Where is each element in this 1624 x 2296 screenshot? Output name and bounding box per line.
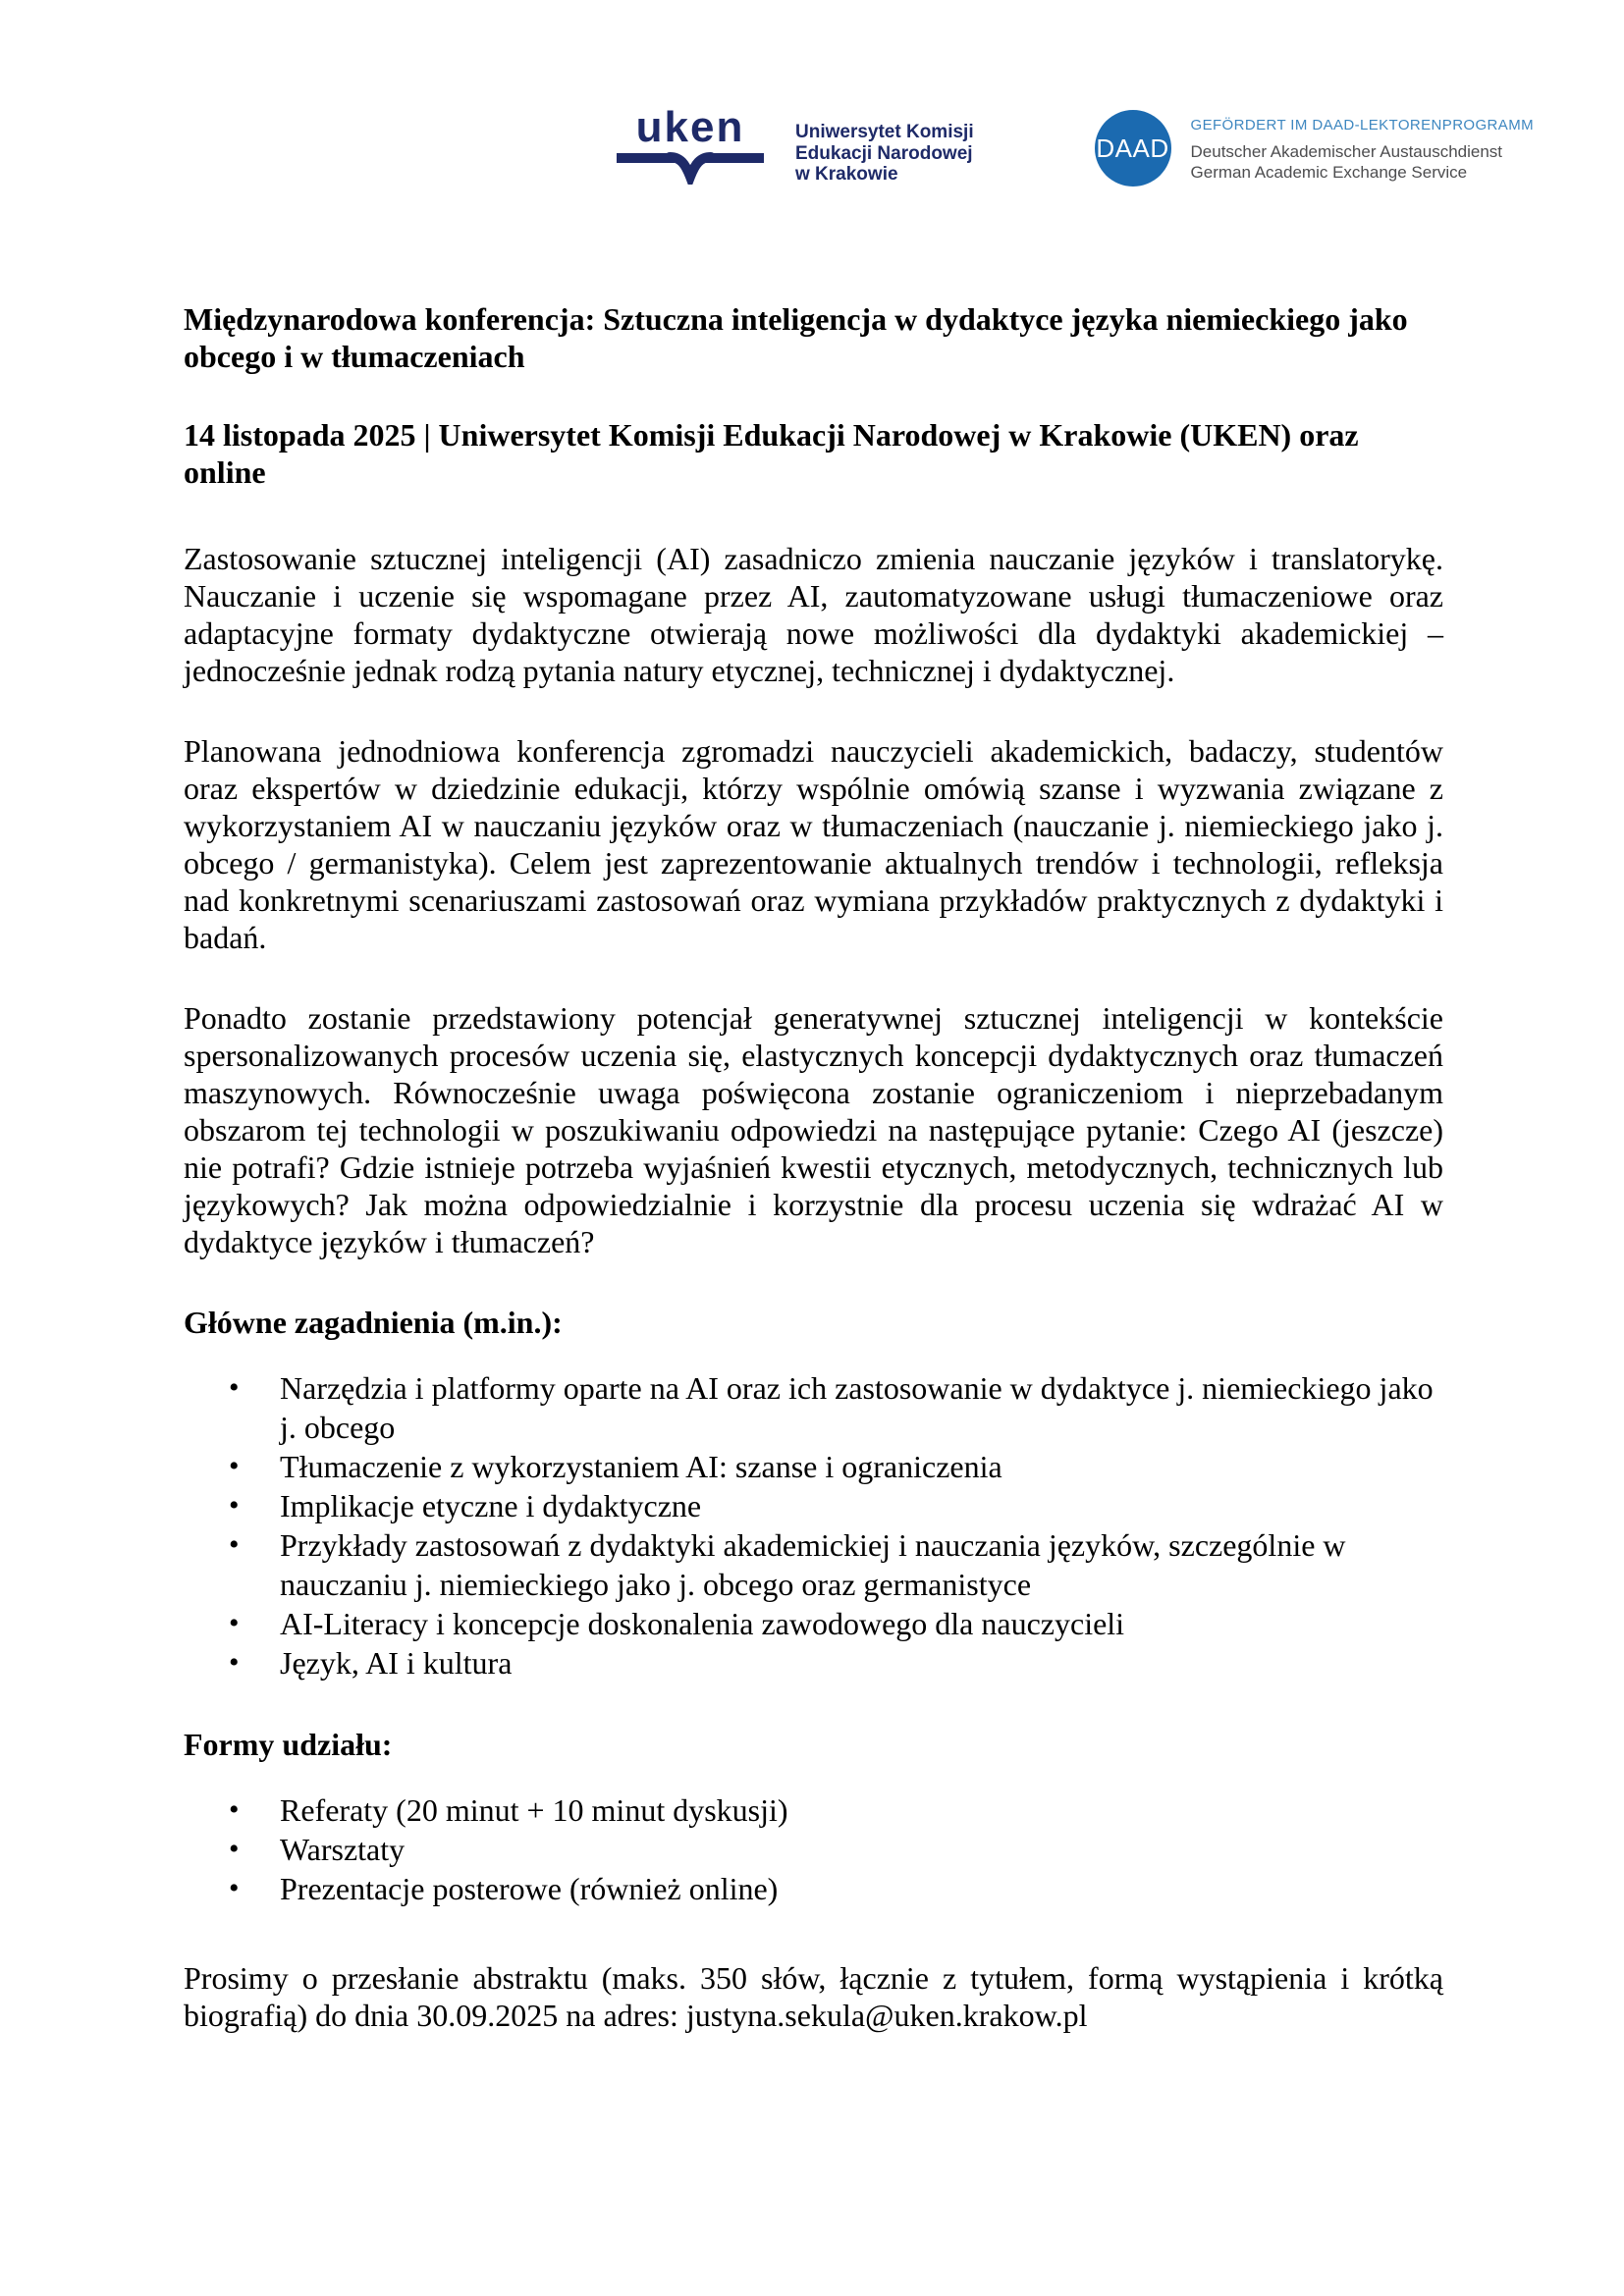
daad-tagline: GEFÖRDERT IM DAAD-LEKTORENPROGRAMM xyxy=(1190,117,1534,133)
daad-text-block xyxy=(1191,110,1534,187)
daad-circle-icon: DAAD xyxy=(1095,110,1171,187)
logo-header xyxy=(617,103,1534,187)
generative-ai-paragraph: Ponadto zostanie przedstawiony potencjał generatywnej sztucznej inteligencji w kontekście spersonalizowanych procesów uczenia się, elastycznych koncepcji dydaktycznych oraz tłumaczeń maszynowych. Równocześnie uwaga poświęcona zostanie ograniczeniom i nieprzebadanym obszarom tej technologii w poszukiwaniu odpowiedzi na następujące pytanie: Czego AI (jeszcze) nie potrafi? Gdzie istnieje potrzeba wyjaśnień kwestii etycznych, metodycznych, technicznych lub językowych? Jak można odpowiedzialnie i korzystnie dla procesu uczenia się wdrażać AI w dydaktyce języków i tłumaczeń? xyxy=(184,1000,1443,1259)
topics-list xyxy=(184,1368,1443,1682)
uken-org-line-3: w Krakowie xyxy=(795,164,898,185)
participation-forms-heading: Formy udziału: xyxy=(184,1727,393,1762)
list-item: • Warsztaty xyxy=(280,1830,1443,1869)
participation-forms-list xyxy=(184,1790,1443,1908)
uken-logo xyxy=(617,103,974,186)
daad-names xyxy=(1191,141,1534,183)
daad-logo xyxy=(1095,110,1534,187)
abstract-submission-paragraph: Prosimy o przesłanie abstraktu (maks. 350 słów, łącznie z tytułem, formą wystąpienia i krótką biografią) do dnia 30.09.2025 na adres: justyna.sekula@uken.krakow.pl xyxy=(184,1960,1443,2033)
daad-name-english: German Academic Exchange Service xyxy=(1190,163,1468,182)
topics-heading: Główne zagadnienia (m.in.): xyxy=(184,1305,563,1340)
document-body xyxy=(184,300,1443,2034)
conference-title: Międzynarodowa konferencja: Sztuczna inteligencja w dydaktyce języka niemieckiego jako obcego i w tłumaczeniach xyxy=(184,301,1408,374)
uken-org-name xyxy=(795,110,974,186)
uken-wordmark xyxy=(617,103,764,186)
uken-wordmark-text: uken xyxy=(635,103,745,151)
uken-org-line-2: Edukacji Narodowej xyxy=(795,142,973,164)
list-item: • Język, AI i kultura xyxy=(280,1643,1443,1682)
list-item: • Narzędzia i platformy oparte na AI oraz ich zastosowanie w dydaktyce j. niemieckiego jako j. obcego xyxy=(280,1368,1443,1447)
list-item: • Przykłady zastosowań z dydaktyki akademickiej i nauczania języków, szczególnie w nauczaniu j. niemieckiego jako j. obcego oraz germanistyce xyxy=(280,1525,1443,1604)
daad-name-german: Deutscher Akademischer Austauschdienst xyxy=(1190,142,1503,161)
uken-org-line-1: Uniwersytet Komisji xyxy=(795,122,974,142)
list-item: • Implikacje etyczne i dydaktyczne xyxy=(280,1486,1443,1525)
conference-date-venue: 14 listopada 2025 | Uniwersytet Komisji Edukacji Narodowej w Krakowie (UKEN) oraz online xyxy=(184,417,1359,490)
list-item: • Prezentacje posterowe (również online) xyxy=(280,1869,1443,1908)
conference-description-paragraph: Planowana jednodniowa konferencja zgromadzi nauczycieli akademickich, badaczy, studentów oraz ekspertów w dziedzinie edukacji, którzy wspólnie omówią szanse i wyzwania związane z wykorzystaniem AI w nauczaniu języków oraz w tłumaczeniach (nauczanie j. niemieckiego jako j. obcego / germanistyka). Celem jest zaprezentowanie aktualnych trendów i technologii, refleksja nad konkretnymi scenariuszami zastosowań oraz wymiana przykładów praktycznych z dydaktyki i badań. xyxy=(184,733,1443,955)
list-item: • AI-Literacy i koncepcje doskonalenia zawodowego dla nauczycieli xyxy=(280,1604,1443,1643)
intro-paragraph: Zastosowanie sztucznej inteligencji (AI) zasadniczo zmienia nauczanie języków i translatorykę. Nauczanie i uczenie się wspomagane przez AI, zautomatyzowane usługi tłumaczeniowe oraz adaptacyjne formaty dydaktyczne otwierają nowe możliwości dla dydaktyki akademickiej – jednocześnie jednak rodzą pytania natury etycznej, technicznej i dydaktycznej. xyxy=(184,541,1443,688)
uken-open-book-icon xyxy=(617,151,764,185)
list-item: • Referaty (20 minut + 10 minut dyskusji) xyxy=(280,1790,1443,1830)
list-item: • Tłumaczenie z wykorzystaniem AI: szanse i ograniczenia xyxy=(280,1447,1443,1486)
